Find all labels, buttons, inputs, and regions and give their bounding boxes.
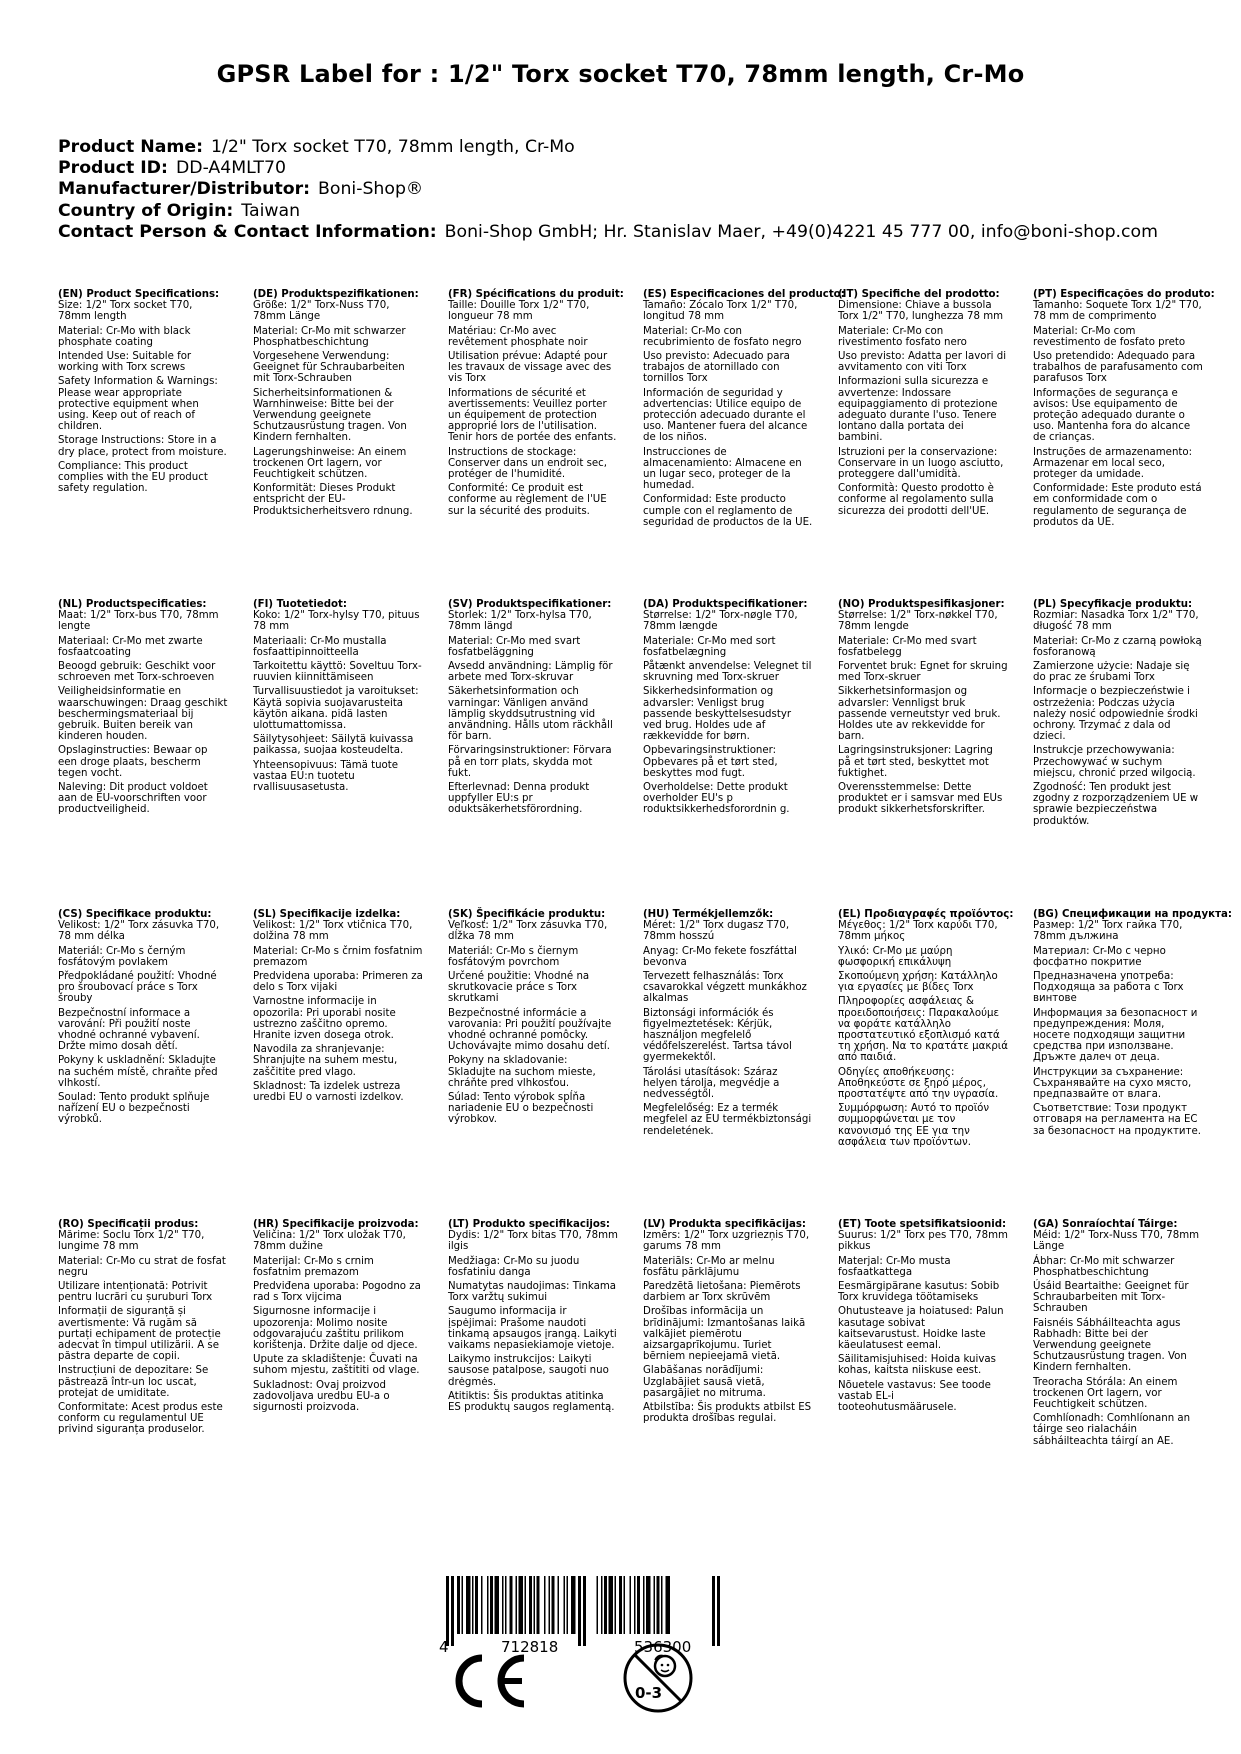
spec-line: Storlek: 1/2" Torx-hylsa T70, 78mm längd: [448, 610, 592, 633]
product-info: [58, 137, 1208, 243]
spec-line: Biztonsági információk és figyelmeztetések: Kérjük, használjon megfelelő védőfelszerelést. Tartsa távol gyermekektől.: [643, 1007, 792, 1064]
spec-line: Sikkerhedsinformation og advarsler: Venligst brug passende beskyttelsesudstyr ved brug. Holdes ude af rækkevidde for børn.: [643, 686, 792, 743]
barcode-bar: [558, 1576, 560, 1634]
spec-block: [838, 289, 1033, 531]
spec-line: Sigurnosne informacije i upozorenja: Molimo nosite odgovarajuću zaštitu prilikom korištenja. Držite dalje od djece.: [253, 1306, 418, 1352]
spec-line: Предназначена употреба: Подходяща за работа с Torx винтове: [1033, 971, 1184, 1005]
spec-line: Tervezett felhasználás: Torx csavarokkal végzett munkákhoz alkalmas: [643, 971, 807, 1005]
barcode-left-digits: 712818: [501, 1638, 559, 1656]
spec-block: [253, 599, 448, 830]
spec-heading: (SL) Specifikacije izdelka:: [253, 909, 401, 920]
spec-heading: (SK) Špecifikácie produktu:: [448, 909, 606, 920]
spec-line: Material: Cr-Mo mit schwarzer Phosphatbeschichtung: [253, 325, 406, 348]
barcode-bar: [525, 1576, 527, 1634]
info-manufacturer: Manufacturer/Distributor: Boni-Shop®: [58, 179, 424, 200]
spec-line: Pokyny na skladovanie: Skladujte na suchom mieste, chráňte pred vlhkosťou.: [448, 1055, 596, 1089]
spec-line: Safety Information & Warnings: Please wear appropriate protective equipment when using. Keep out of reach of children.: [58, 376, 218, 433]
spec-line: Säkerhetsinformation och varningar: Vänligen använd lämplig skyddsutrustning vid användning. Hålls utom räckhåll för barn.: [448, 686, 613, 743]
barcode-bar: [637, 1576, 640, 1634]
spec-line: Velikost: 1/2" Torx vtičnica T70, dolžina 78 mm: [253, 920, 413, 943]
spec-heading: (EN) Product Specifications:: [58, 289, 220, 300]
barcode-bar: [510, 1576, 513, 1634]
spec-line: Utilisation prévue: Adapté pour les travaux de vissage avec des vis Torx: [448, 351, 612, 385]
spec-line: Conformité: Ce produit est conforme au règlement de l'UE sur la sécurité des produits.: [448, 483, 607, 517]
barcode-bar: [529, 1576, 532, 1634]
barcode-guard-bar: [451, 1576, 454, 1646]
barcode-bar: [654, 1576, 656, 1634]
spec-heading: (FR) Spécifications du produit:: [448, 289, 624, 300]
spec-line: Material: Cr-Mo med svart fosfatbeläggning: [448, 635, 581, 658]
spec-line: Förvaringsinstruktioner: Förvara på en torr plats, skydda mot fukt.: [448, 745, 612, 779]
barcode-bar: [495, 1576, 500, 1634]
info-country: Country of Origin: Taiwan: [58, 200, 301, 221]
barcode-bar: [552, 1576, 555, 1634]
spec-line: Materiaali: Cr-Mo mustalla fosfaattipinnoitteella: [253, 635, 387, 658]
spec-line: Anyag: Cr-Mo fekete foszfáttal bevonva: [643, 945, 797, 968]
barcode-bar: [475, 1576, 478, 1634]
spec-line: Storage Instructions: Store in a dry place, protect from moisture.: [58, 435, 227, 458]
spec-line: Instrukcje przechowywania: Przechowywać w suchym miejscu, chronić przed wilgocią.: [1033, 745, 1196, 779]
spec-line: Dydis: 1/2" Torx bitas T70, 78mm ilgis: [448, 1230, 618, 1253]
spec-line: Informacje o bezpieczeństwie i ostrzeżenia: Podczas użycia należy nosić odpowiednie środki ochrony. Trzymać z dala od dzieci.: [1033, 686, 1198, 743]
barcode-bars: [446, 1576, 720, 1646]
barcode-bar: [643, 1576, 645, 1634]
spec-line: Información de seguridad y advertencias: Utilice equipo de protección adecuado durante el uso. Mantener fuera del alcance de los niños.: [643, 387, 808, 444]
spec-heading: (RO) Specificații produs:: [58, 1219, 199, 1230]
barcode-guard-bar: [717, 1576, 720, 1646]
spec-block: [448, 289, 643, 531]
spec-block: [253, 1219, 448, 1450]
barcode-bar: [462, 1576, 464, 1634]
spec-line: Utilizare intenționată: Potrivit pentru lucrări cu șuruburi Torx: [58, 1281, 213, 1304]
spec-heading: (EL) Προδιαγραφές προϊόντος:: [838, 909, 1014, 920]
spec-row-2: [58, 599, 1238, 830]
spec-block: [1033, 1219, 1228, 1450]
spec-line: Soulad: Tento produkt splňuje nařízení EU o bezpečnosti výrobků.: [58, 1092, 210, 1126]
spec-line: Informações de segurança e avisos: Use equipamento de proteção adequado durante o uso. Mantenha fora do alcance de crianças.: [1033, 387, 1191, 444]
spec-block: [58, 599, 253, 830]
spec-line: Размер: 1/2" Torx гайка T70, 78mm дължина: [1033, 920, 1183, 943]
spec-line: Lagringsinstruksjoner: Lagring på et tørt sted, beskyttet mot fuktighet.: [838, 745, 993, 779]
spec-line: Informations de sécurité et avertissements: Veuillez porter un équipement de protection approprié lors de l'utilisation. Tenir hors de portée des enfants.: [448, 387, 617, 444]
spec-block: [253, 909, 448, 1151]
barcode-bar: [609, 1576, 614, 1634]
spec-block: [448, 909, 643, 1151]
spec-line: Vorgesehene Verwendung: Geeignet für Schraubarbeiten mit Torx-Schrauben: [253, 351, 405, 385]
spec-heading: (ES) Especificaciones del producto:: [643, 289, 845, 300]
spec-line: Material: Cr-Mo com revestimento de fosfato preto: [1033, 325, 1186, 348]
spec-line: Инструкции за съхранение: Съхранявайте на сухо място, предпазвайте от влага.: [1033, 1066, 1192, 1101]
barcode-right-digits: 536300: [634, 1638, 692, 1656]
spec-line: Größe: 1/2" Torx-Nuss T70, 78mm Länge: [253, 300, 390, 323]
spec-line: Navodila za shranjevanje: Shranjujte na suhem mestu, zaščitite pred vlago.: [253, 1044, 398, 1078]
spec-line: Zamierzone użycie: Nadaje się do prac ze śrubami Torx: [1033, 661, 1190, 684]
spec-line: Zgodność: Ten produkt jest zgodny z rozporządzeniem UE w sprawie bezpieczeństwa produktów.: [1033, 782, 1199, 827]
spec-line: Lagerungshinweise: An einem trockenen Ort lagern, vor Feuchtigkeit schützen.: [253, 446, 407, 481]
spec-line: Avsedd användning: Lämplig för arbete med Torx-skruvar: [448, 661, 613, 684]
spec-line: Pokyny k uskladnění: Skladujte na suchém místě, chraňte před vlhkostí.: [58, 1055, 218, 1089]
spec-line: Overensstemmelse: Dette produktet er i samsvar med EUs produkt sikkerhetsforskrifter.: [838, 782, 1003, 816]
barcode: [432, 1574, 742, 1664]
spec-line: Comhlíonadh: Comhlíonann an táirge seo rialacháin sábháilteachta táirgí an AE.: [1033, 1413, 1191, 1447]
barcode-bar: [624, 1576, 626, 1634]
spec-line: Tárolási utasítások: Száraz helyen tárolja, megvédje a nedvességtől.: [643, 1066, 780, 1101]
spec-heading: (BG) Спецификации на продукта:: [1033, 909, 1232, 920]
barcode-bar: [615, 1576, 617, 1634]
spec-line: Conformitate: Acest produs este conform cu regulamentul UE privind siguranța produselor.: [58, 1402, 223, 1436]
spec-line: Úsáid Beartaithe: Geeignet für Schraubarbeiten mit Torx-Schrauben: [1033, 1281, 1189, 1315]
spec-line: Informazioni sulla sicurezza e avvertenze: Indossare equipaggiamento di protezione adeguato durante l'uso. Tenere lontano dalla portata dei bambini.: [838, 376, 998, 444]
barcode-bar: [466, 1576, 471, 1634]
barcode-bar: [666, 1576, 671, 1634]
spec-line: Uso previsto: Adatta per lavori di avvitamento con viti Torx: [838, 351, 1007, 374]
spec-line: Bezpečnostné informácie a varovania: Pri použití používajte vhodné ochranné pomôcky. Uchovávajte mimo dosahu detí.: [448, 1007, 612, 1053]
spec-line: Konformität: Dieses Produkt entspricht der EU-Produktsicherheitsvero rdnung.: [253, 483, 413, 517]
spec-line: Материал: Cr-Mo с черно фосфатно покритие: [1033, 945, 1166, 968]
spec-line: Съответствие: Този продукт отговаря на регламента на ЕС за безопасност на продуктите.: [1033, 1103, 1201, 1137]
spec-line: Material: Cr-Mo con recubrimiento de fosfato negro: [643, 325, 802, 348]
spec-heading: (DA) Produktspecifikationer:: [643, 599, 808, 610]
spec-line: Materjal: Cr-Mo musta fosfaatkattega: [838, 1255, 951, 1278]
spec-line: Μέγεθος: 1/2" Torx καρύδι T70, 78mm μήκος: [838, 920, 998, 943]
spec-heading: (PL) Specyfikacje produktu:: [1033, 599, 1193, 610]
spec-line: Předpokládané použití: Vhodné pro šroubovací práce s Torx šrouby: [58, 971, 217, 1005]
spec-line: Οδηγίες αποθήκευσης: Αποθηκεύστε σε ξηρό μέρος, προστατέψτε από την υγρασία.: [838, 1066, 999, 1101]
spec-heading: (HR) Specifikacije proizvoda:: [253, 1219, 419, 1230]
spec-line: Efterlevnad: Denna produkt uppfyller EU:s pr oduktsäkerhetsförordning.: [448, 782, 590, 816]
spec-line: Materiál: Cr-Mo s černým fosfátovým povlakem: [58, 945, 186, 968]
barcode-bar: [487, 1576, 489, 1634]
barcode-bar: [516, 1576, 518, 1634]
spec-line: Izmērs: 1/2" Torx uzgriezņis T70, garums 78 mm: [643, 1230, 810, 1253]
age-range-text: 0-3: [635, 1684, 663, 1702]
spec-line: Predvidena uporaba: Primeren za delo s Torx vijaki: [253, 971, 423, 994]
spec-line: Size: 1/2" Torx socket T70, 78mm length: [58, 300, 193, 323]
spec-line: Tamanho: Soquete Torx 1/2" T70, 78 mm de comprimento: [1033, 300, 1202, 323]
barcode-bar: [490, 1576, 493, 1634]
spec-line: Ábhar: Cr-Mo mit schwarzer Phosphatbeschichtung: [1033, 1255, 1175, 1278]
spec-line: Určené použitie: Vhodné na skrutkovacie práce s Torx skrutkami: [448, 971, 590, 1005]
spec-line: Atbilstība: Šis produkts atbilst ES produkta drošības regulai.: [643, 1402, 812, 1425]
spec-line: Material: Cr-Mo with black phosphate coating: [58, 325, 191, 348]
spec-row-1: [58, 289, 1238, 531]
spec-line: Predviđena uporaba: Pogodno za rad s Torx vijcima: [253, 1281, 421, 1304]
spec-line: Πληροφορίες ασφάλειας & προειδοποιήσεις: Παρακαλούμε να φοράτε κατάλληλο προστατευτικό εξοπλισμό κατά τη χρήση. Να το κρατάτε μακριά από παιδιά.: [838, 996, 1008, 1064]
spec-line: Dimensione: Chiave a bussola Torx 1/2" T70, lunghezza 78 mm: [838, 300, 1004, 323]
barcode-bar: [534, 1576, 536, 1634]
info-product-id: Product ID: DD-A4MLT70: [58, 158, 286, 179]
spec-line: Størrelse: 1/2" Torx-nøgle T70, 78mm længde: [643, 610, 798, 633]
spec-line: Conformidad: Este producto cumple con el reglamento de seguridad de productos de la UE.: [643, 494, 813, 528]
spec-line: Sukladnost: Ovaj proizvod zadovoljava uredbu EU-a o sigurnosti proizvoda.: [253, 1379, 390, 1414]
spec-line: Uso previsto: Adecuado para trabajos de atornillado con tornillos Torx: [643, 351, 790, 385]
spec-line: Υλικό: Cr-Mo με μαύρη φωσφορική επικάλυψη: [838, 945, 953, 968]
spec-block: [448, 599, 643, 830]
spec-row-4: [58, 1219, 1238, 1450]
spec-heading: (FI) Tuotetiedot:: [253, 599, 347, 610]
spec-line: Ohutusteave ja hoiatused: Palun kasutage sobivat kaitsevarustust. Hoidke laste käeulatusest eemal.: [838, 1306, 1004, 1352]
spec-line: Glabāšanas norādījumi: Uzglabājiet sausā vietā, pasargājiet no mitruma.: [643, 1365, 766, 1399]
spec-line: Materiale: Cr-Mo med sort fosfatbelægning: [643, 635, 776, 658]
spec-line: Intended Use: Suitable for working with Torx screws: [58, 351, 192, 374]
spec-line: Suurus: 1/2" Torx pes T70, 78mm pikkus: [838, 1230, 1008, 1253]
spec-line: Drošības informācija un brīdinājumi: Izmantošanas laikā valkājiet piemērotu aizsargaprīkojumu. Turiet bērniem nepieejamā vietā.: [643, 1306, 806, 1363]
spec-line: Påtænkt anvendelse: Velegnet til skruvning med Torx-skruer: [643, 661, 812, 684]
barcode-bar: [634, 1576, 636, 1634]
spec-block: [1033, 289, 1228, 531]
barcode-bar: [657, 1576, 660, 1634]
spec-heading: (PT) Especificações do produto:: [1033, 289, 1215, 300]
barcode-bar: [604, 1576, 607, 1634]
spec-line: Säilytysohjeet: Säilytä kuivassa paikassa, suojaa kosteudelta.: [253, 734, 414, 757]
spec-line: Veľkosť: 1/2" Torx zásuvka T70, dĺžka 78 mm: [448, 920, 608, 943]
spec-line: Skladnost: Ta izdelek ustreza uredbi EU o varnosti izdelkov.: [253, 1080, 404, 1104]
spec-line: Matériau: Cr-Mo avec revêtement phosphate noir: [448, 325, 588, 348]
spec-line: Forventet bruk: Egnet for skruing med Torx-skruer: [838, 661, 1008, 684]
barcode-bar: [601, 1576, 603, 1634]
spec-block: [1033, 599, 1228, 830]
spec-line: Mărime: Soclu Torx 1/2" T70, lungime 78 mm: [58, 1230, 205, 1253]
spec-block: [58, 909, 253, 1151]
spec-line: Súlad: Tento výrobok spĺňa nariadenie EU o bezpečnosti výrobkov.: [448, 1092, 594, 1126]
spec-line: Istruzioni per la conservazione: Conservare in un luogo asciutto, proteggere dall'umidità.: [838, 446, 1004, 481]
spec-heading: (SV) Produktspecifikationer:: [448, 599, 612, 610]
spec-line: Treoracha Stórála: An einem trockenen Ort lagern, vor Feuchtigkeit schützen.: [1033, 1376, 1178, 1411]
spec-block: [1033, 909, 1232, 1151]
spec-line: Naleving: Dit product voldoet aan de EU-voorschriften voor productveiligheid.: [58, 782, 208, 816]
spec-line: Σκοπούμενη χρήση: Κατάλληλο για εργασίες με βίδες Torx: [838, 971, 998, 994]
barcode-bar: [619, 1576, 622, 1634]
spec-line: Sicherheitsinformationen & Warnhinweise: Bitte bei der Verwendung geeignete Schutzausrüstung tragen. Von Kindern fernhalten.: [253, 387, 407, 444]
spec-line: Materiale: Cr-Mo med svart fosfatbelegg: [838, 635, 977, 658]
spec-line: Materiale: Cr-Mo con rivestimento fosfato nero: [838, 325, 967, 348]
barcode-bar: [567, 1576, 569, 1634]
spec-line: Faisnéis Sábháilteachta agus Rabhadh: Bitte bei der Verwendung geeignete Schutzausrüstung tragen. Von Kindern fernhalten.: [1033, 1317, 1187, 1374]
spec-line: Veličina: 1/2" Torx uložak T70, 78mm dužine: [253, 1230, 406, 1253]
spec-block: [838, 599, 1033, 830]
spec-line: Méret: 1/2" Torx dugasz T70, 78mm hosszú: [643, 920, 790, 943]
spec-line: Maat: 1/2" Torx-bus T70, 78mm lengte: [58, 610, 219, 633]
spec-line: Atitiktis: Šis produktas atitinka ES produktų saugos reglamentą.: [448, 1390, 615, 1414]
barcode-guard-bar: [578, 1576, 581, 1646]
spec-line: Laikymo instrukcijos: Laikyti sausose patalpose, saugoti nuo drėgmės.: [448, 1354, 609, 1388]
page-title: GPSR Label for : 1/2" Torx socket T70, 78mm length, Cr-Mo: [216, 60, 1025, 88]
barcode-bar: [597, 1576, 599, 1634]
spec-line: Sikkerhetsinformasjon og advarsler: Vennligst bruk passende verneutstyr ved bruk. Holdes ute av rekkevidde for barn.: [838, 686, 1001, 743]
barcode-bar: [646, 1576, 651, 1634]
spec-line: Eesmärgipärane kasutus: Sobib Torx kruvidega töötamiseks: [838, 1281, 1000, 1304]
spec-line: Materiāls: Cr-Mo ar melnu fosfātu pārklājumu: [643, 1255, 775, 1278]
spec-block: [838, 1219, 1033, 1450]
spec-block: [58, 289, 253, 531]
spec-line: Instruções de armazenamento: Armazenar em local seco, proteger da umidade.: [1033, 446, 1193, 481]
spec-line: Material: Cr-Mo cu strat de fosfat negru: [58, 1255, 226, 1278]
barcode-bar: [544, 1576, 546, 1634]
spec-heading: (GA) Sonraíochtaí Táirge:: [1033, 1219, 1178, 1230]
spec-line: Säilitamisjuhised: Hoida kuivas kohas, kaitsta niiskuse eest.: [838, 1354, 996, 1377]
spec-line: Numatytas naudojimas: Tinkama Torx varžtų sukimui: [448, 1281, 617, 1304]
spec-heading: (LT) Produkto specifikacijos:: [448, 1219, 610, 1230]
spec-block: [253, 289, 448, 531]
barcode-guard-bar: [583, 1576, 586, 1646]
barcode-bar: [630, 1576, 632, 1634]
spec-block: [643, 1219, 838, 1450]
barcode-bar: [537, 1576, 540, 1634]
ce-mark-icon: [452, 1652, 532, 1710]
spec-line: Materiál: Cr-Mo s čiernym fosfátovým povrchom: [448, 945, 579, 968]
spec-line: Saugumo informacija ir įspėjimai: Prašome naudoti tinkamą apsaugos įrangą. Laikyti vaikams nepasiekiamoje vietoje.: [448, 1306, 617, 1352]
spec-line: Instrucțiuni de depozitare: Se păstrează într-un loc uscat, protejat de umiditate.: [58, 1365, 209, 1399]
spec-line: Opslaginstructies: Bewaar op een droge plaats, bescherm tegen vocht.: [58, 745, 208, 779]
barcode-bar: [661, 1576, 663, 1634]
spec-line: Informații de siguranță și avertismente: Vă rugăm să purtați echipament de protecție adecvat în timpul utilizării. A se păstra departe de copii.: [58, 1306, 221, 1363]
spec-line: Instrucciones de almacenamiento: Almacene en un lugar seco, proteger de la humedad.: [643, 446, 802, 492]
spec-line: Bezpečnostní informace a varování: Při použití noste vhodné ochranné vybavení. Držte mimo dosah dětí.: [58, 1007, 200, 1053]
info-product-name: Product Name: 1/2" Torx socket T70, 78mm length, Cr-Mo: [58, 137, 575, 157]
spec-line: Material: Cr-Mo s črnim fosfatnim premazom: [253, 945, 423, 968]
spec-line: Yhteensopivuus: Tämä tuote vastaa EU:n tuotetu rvallisuusasetusta.: [253, 759, 399, 794]
spec-line: Medžiaga: Cr-Mo su juodu fosfatiniu danga: [448, 1255, 580, 1278]
not-for-children-0-3-icon: [622, 1642, 694, 1714]
spec-heading: (IT) Specifiche del prodotto:: [838, 289, 1000, 300]
spec-line: Uso pretendido: Adequado para trabalhos de parafusamento com parafusos Torx: [1033, 351, 1203, 385]
spec-line: Paredzētā lietošana: Piemērots darbiem ar Torx skrūvēm: [643, 1281, 801, 1304]
spec-line: Materiał: Cr-Mo z czarną powłoką fosforanową: [1033, 635, 1202, 658]
barcode-bar: [571, 1576, 576, 1634]
spec-line: Conformità: Questo prodotto è conforme al regolamento sulla sicurezza dei prodotti dell'UE.: [838, 483, 994, 517]
spec-row-3: [58, 909, 1238, 1151]
spec-line: Nõuetele vastavus: See toode vastab EL-i tooteohutusmäärusele.: [838, 1379, 991, 1414]
spec-line: Compliance: This product complies with the EU product safety regulation.: [58, 460, 208, 495]
spec-heading: (NO) Produktspesifikasjoner:: [838, 599, 1005, 610]
spec-line: Veiligheidsinformatie en waarschuwingen: Draag geschikt beschermingsmateriaal bij gebruik. Buiten bereik van kinderen houden.: [58, 686, 228, 743]
barcode-bar: [457, 1576, 460, 1634]
spec-line: Conformidade: Este produto está em conformidade com o regulamento de segurança de produtos da UE.: [1033, 483, 1202, 528]
barcode-bar: [502, 1576, 504, 1634]
barcode-guard-bar: [446, 1576, 449, 1646]
spec-line: Materijal: Cr-Mo s crnim fosfatnim premazom: [253, 1255, 374, 1278]
spec-line: Størrelse: 1/2" Torx-nøkkel T70, 78mm lengde: [838, 610, 998, 633]
spec-line: Upute za skladištenje: Čuvati na suhom mjestu, zaštititi od vlage.: [253, 1354, 420, 1377]
barcode-bar: [481, 1576, 483, 1634]
spec-line: Materiaal: Cr-Mo met zwarte fosfaatcoating: [58, 635, 203, 658]
spec-block: [643, 599, 838, 830]
spec-heading: (DE) Produktspezifikationen:: [253, 289, 419, 300]
spec-line: Varnostne informacije in opozorila: Pri uporabi nosite ustrezno zaščitno opremo. Hranite izven dosega otrok.: [253, 996, 396, 1042]
spec-line: Megfelelőség: Ez a termék megfelel az EU termékbiztonsági rendeletének.: [643, 1103, 812, 1137]
spec-line: Beoogd gebruik: Geschikt voor schroeven met Torx-schroeven: [58, 661, 216, 684]
barcode-bar: [505, 1576, 507, 1634]
spec-block: [448, 1219, 643, 1450]
spec-line: Συμμόρφωση: Αυτό το προϊόν συμμορφώνεται με τον κανονισμό της ΕΕ για την ασφάλεια των προϊόντων.: [838, 1103, 990, 1148]
spec-line: Velikost: 1/2" Torx zásuvka T70, 78 mm délka: [58, 920, 220, 943]
spec-line: Overholdelse: Dette produkt overholder EU's p roduktsikkerhedsforordnin g.: [643, 782, 790, 816]
spec-block: [643, 289, 845, 531]
spec-heading: (NL) Productspecificaties:: [58, 599, 207, 610]
barcode-bar: [564, 1576, 566, 1634]
barcode-bar: [519, 1576, 524, 1634]
barcode-first-digit: 4: [439, 1638, 449, 1656]
spec-block: [838, 909, 1033, 1151]
spec-block: [643, 909, 838, 1151]
spec-heading: (ET) Toote spetsifikatsioonid:: [838, 1219, 1007, 1230]
spec-line: Opbevaringsinstruktioner: Opbevares på et tørt sted, beskyttes mod fugt.: [643, 745, 778, 779]
spec-heading: (LV) Produkta specifikācijas:: [643, 1219, 806, 1230]
spec-line: Taille: Douille Torx 1/2" T70, longueur 78 mm: [448, 300, 590, 323]
spec-line: Tarkoitettu käyttö: Soveltuu Torx-ruuvien kiinnittämiseen: [253, 661, 422, 684]
spec-line: Instructions de stockage: Conserver dans un endroit sec, protéger de l'humidité.: [448, 446, 608, 481]
spec-heading: (CS) Specifikace produktu:: [58, 909, 212, 920]
barcode-bar: [549, 1576, 551, 1634]
spec-line: Méid: 1/2" Torx-Nuss T70, 78mm Länge: [1033, 1230, 1200, 1253]
spec-line: Rozmiar: Nasadka Torx 1/2" T70, długość 78 mm: [1033, 610, 1199, 633]
spec-heading: (HU) Termékjellemzők:: [643, 909, 774, 920]
barcode-bar: [472, 1576, 474, 1634]
barcode-guard-bar: [712, 1576, 715, 1646]
spec-line: Turvallisuustiedot ja varoitukset: Käytä sopivia suojavarusteita käytön aikana. pidä lasten ulottumattomissa.: [253, 686, 419, 732]
spec-line: Koko: 1/2" Torx-hylsy T70, pituus 78 mm: [253, 610, 420, 633]
spec-block: [58, 1219, 253, 1450]
spec-line: Tamaño: Zócalo Torx 1/2" T70, longitud 78 mm: [643, 300, 798, 323]
info-contact: Contact Person & Contact Information: Boni-Shop GmbH; Hr. Stanislav Maer, +49(0)4221 45 777 00, info@boni-shop.com: [58, 221, 1158, 242]
spec-line: Информация за безопасност и предупреждения: Моля, носете подходящи защитни средства при използване. Дръжте далеч от деца.: [1033, 1007, 1198, 1064]
